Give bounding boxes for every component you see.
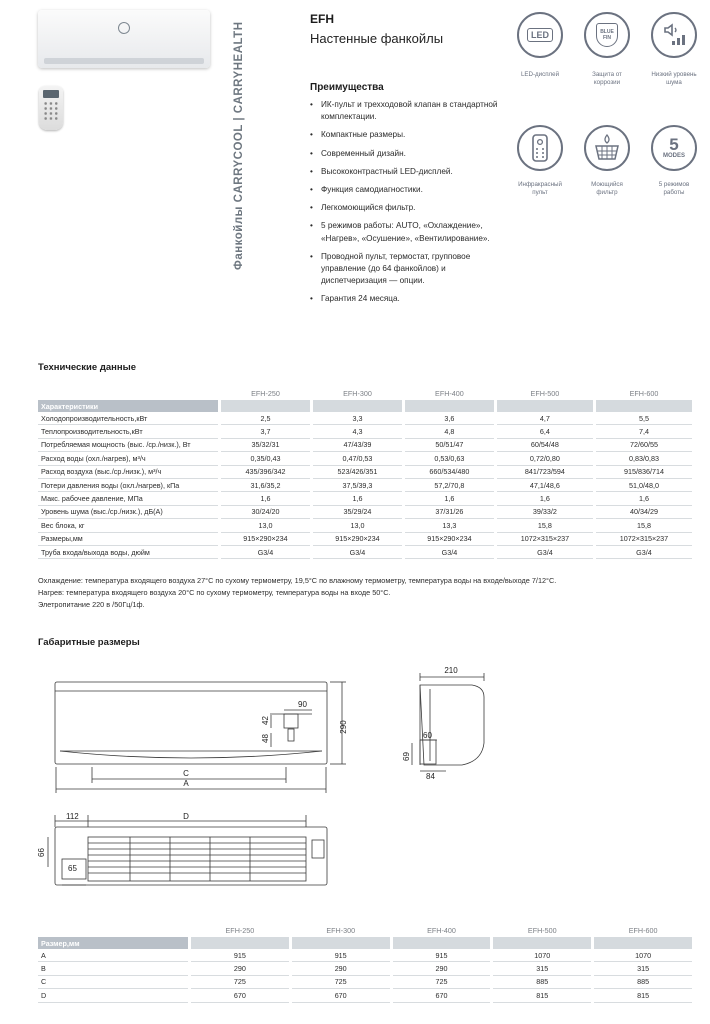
dim-header-blank: [292, 937, 390, 949]
advantage-item: • Гарантия 24 месяца.: [310, 293, 500, 305]
feature-label: 5 режимов работы: [658, 181, 690, 196]
dim-label-d: D: [183, 812, 189, 821]
vertical-category-title: Фанкойлы CARRYCOOL | CARRYHEALTH: [233, 21, 245, 270]
spec-row-label: Размеры,мм: [38, 533, 218, 546]
spec-row-value: G3/4: [497, 546, 593, 559]
spec-row-value: 1072×315×237: [497, 533, 593, 546]
dim-model-row: [38, 923, 692, 937]
dim-label-60: 60: [423, 731, 432, 740]
front-view-drawing: [55, 682, 346, 793]
model-header: EFH-600: [628, 925, 658, 935]
spec-row-value: 30/24/20: [221, 506, 310, 519]
spec-row-label: Расход воды (охл./нагрев), м³/ч: [38, 452, 218, 465]
spec-table: [35, 386, 695, 559]
spec-row-value: 1,6: [405, 492, 494, 505]
spec-row-label: Макс. рабочее давление, МПа: [38, 492, 218, 505]
ir-remote-icon: [517, 125, 563, 171]
spec-header-blank: [405, 400, 494, 412]
feature-low-noise: [639, 12, 709, 86]
spec-model-row: [38, 386, 692, 400]
dim-corner: [38, 923, 188, 937]
indoor-unit-image: [38, 10, 210, 68]
spec-row-value: 4,7: [497, 412, 593, 425]
spec-row-value: 2,5: [221, 412, 310, 425]
dim-row-label: B: [38, 962, 188, 975]
dim-header-blank: [393, 937, 491, 949]
spec-row-value: 523/426/351: [313, 466, 402, 479]
dim-header-row: [38, 937, 692, 949]
spec-row-value: 35/29/24: [313, 506, 402, 519]
dim-row-value: 1070: [493, 949, 591, 962]
dim-label-290: 290: [339, 720, 348, 734]
note-heating: Нагрев: температура входящего воздуха 20°C по сухому термометру, температура воды на входе 50°C.: [38, 588, 391, 597]
spec-row-value: G3/4: [313, 546, 402, 559]
spec-row-value: 39/33/2: [497, 506, 593, 519]
feature-ir-remote: [505, 125, 575, 196]
spec-row-value: 0,47/0,53: [313, 452, 402, 465]
spec-row-value: G3/4: [221, 546, 310, 559]
spec-row: [38, 425, 692, 438]
five-modes-icon: 5 MODES: [651, 125, 697, 171]
dim-label-66: 66: [37, 848, 46, 857]
spec-row-value: 3,3: [313, 412, 402, 425]
spec-row: [38, 412, 692, 425]
feature-washable-filter: [572, 125, 642, 196]
spec-row-value: 1,6: [313, 492, 402, 505]
led-display-icon: LED: [517, 12, 563, 58]
note-cooling: Охлаждение: температура входящего воздуха 27°C по сухому термометру, 19,5°C по влажному термометру, температура воды на входе/выходе 7/12°C.: [38, 576, 557, 585]
side-view-drawing: [412, 673, 484, 771]
spec-header-blank: [221, 400, 310, 412]
spec-row-value: 915×290×234: [221, 533, 310, 546]
dim-row-value: 670: [292, 989, 390, 1002]
spec-row-value: 37,5/39,3: [313, 479, 402, 492]
spec-row: [38, 439, 692, 452]
spec-notes: [38, 575, 556, 611]
dim-label-42: 42: [261, 716, 270, 725]
model-header: EFH-400: [435, 388, 464, 398]
model-header: EFH-250: [225, 925, 255, 935]
feature-blue-fin: [572, 12, 642, 86]
spec-row-value: 6,4: [497, 425, 593, 438]
model-header: EFH-300: [326, 925, 356, 935]
dimensions-table: [35, 923, 695, 1003]
spec-row-value: 15,8: [497, 519, 593, 532]
spec-row-value: 1,6: [221, 492, 310, 505]
spec-row-value: 435/396/342: [221, 466, 310, 479]
low-noise-icon: [651, 12, 697, 58]
dim-row: [38, 962, 692, 975]
spec-row-value: 0,35/0,43: [221, 452, 310, 465]
dim-row-value: 725: [393, 976, 491, 989]
spec-row-value: 13,3: [405, 519, 494, 532]
spec-row-label: Потребляемая мощность (выс. /ср./низк.), Вт: [38, 439, 218, 452]
dim-row-value: 290: [292, 962, 390, 975]
tech-data-title: Технические данные: [38, 362, 137, 373]
remote-screen: [43, 90, 59, 98]
feature-led: [505, 12, 575, 79]
dim-label-90: 90: [298, 700, 307, 709]
spec-row-value: 72/60/55: [596, 439, 692, 452]
spec-row-value: 4,8: [405, 425, 494, 438]
note-power: Элетропитание 220 в /50Гц/1ф.: [38, 600, 145, 609]
spec-row-value: 915/836/714: [596, 466, 692, 479]
dim-label-a: A: [183, 779, 189, 788]
spec-row-value: 4,3: [313, 425, 402, 438]
spec-row-value: 1072×315×237: [596, 533, 692, 546]
advantage-item: • Проводной пульт, термостат, групповое управление (до 64 фанкойлов) и диспетчеризация — опции.: [310, 251, 500, 288]
dim-label-112: 112: [66, 812, 79, 821]
spec-row-label: Теплопроизводительность,кВт: [38, 425, 218, 438]
advantage-item: • Высококонтрастный LED-дисплей.: [310, 166, 500, 178]
spec-row-value: 3,6: [405, 412, 494, 425]
dim-row: [38, 989, 692, 1002]
spec-row-label: Вес блока, кг: [38, 519, 218, 532]
dim-row-value: 815: [594, 989, 692, 1002]
washable-filter-icon: [584, 125, 630, 171]
dim-row-value: 670: [191, 989, 289, 1002]
spec-header-row: [38, 400, 692, 412]
spec-row-value: 660/534/480: [405, 466, 494, 479]
spec-row: [38, 479, 692, 492]
dim-row-value: 670: [393, 989, 491, 1002]
spec-row-value: 915×290×234: [313, 533, 402, 546]
spec-row-value: 37/31/26: [405, 506, 494, 519]
spec-row-value: 50/51/47: [405, 439, 494, 452]
dim-row-value: 315: [594, 962, 692, 975]
advantage-item: • Компактные размеры.: [310, 129, 500, 141]
dim-row-value: 885: [594, 976, 692, 989]
spec-row-value: 60/54/48: [497, 439, 593, 452]
spec-row: [38, 546, 692, 559]
dim-row: [38, 949, 692, 962]
feature-label: Низкий уровень шума: [651, 71, 697, 86]
blue-fin-icon: BLUE FIN: [584, 12, 630, 58]
advantage-item: • ИК-пульт и трехходовой клапан в стандартной комплектации.: [310, 99, 500, 123]
dim-label-210: 210: [444, 666, 458, 675]
dim-label-48: 48: [261, 734, 270, 743]
spec-row-value: 915×290×234: [405, 533, 494, 546]
spec-row: [38, 506, 692, 519]
dim-row-value: 315: [493, 962, 591, 975]
dimension-drawings: [0, 655, 710, 925]
dim-label-69: 69: [402, 752, 411, 761]
feature-label: LED-дисплей: [520, 71, 560, 78]
spec-row-label: Расход воздуха (выс./ср./низк.), м³/ч: [38, 466, 218, 479]
model-title: EFH: [310, 12, 334, 26]
remote-keys: [43, 101, 59, 121]
spec-body: [38, 412, 692, 559]
spec-header-blank: [313, 400, 402, 412]
feature-label: Инфракрасный пульт: [518, 181, 562, 196]
spec-row-value: 13,0: [313, 519, 402, 532]
spec-header-label: Характеристики: [38, 400, 218, 412]
dim-row-value: 815: [493, 989, 591, 1002]
spec-row-label: Потери давления воды (охл./нагрев), кПа: [38, 479, 218, 492]
advantage-item: • Легкомоющийся фильтр.: [310, 202, 500, 214]
dim-row-value: 290: [393, 962, 491, 975]
dim-label-84: 84: [426, 772, 435, 781]
dim-label-c: C: [183, 769, 189, 778]
dim-row-value: 1070: [594, 949, 692, 962]
spec-row-value: G3/4: [596, 546, 692, 559]
bottom-view-drawing: [48, 815, 327, 885]
dim-row-value: 915: [292, 949, 390, 962]
dim-row: [38, 976, 692, 989]
spec-row-value: 51,0/48,0: [596, 479, 692, 492]
dim-label-65: 65: [68, 864, 77, 873]
spec-corner: [38, 386, 218, 400]
spec-row-value: 1,6: [596, 492, 692, 505]
model-header: EFH-600: [629, 388, 659, 398]
dim-row-value: 915: [393, 949, 491, 962]
spec-row-value: 7,4: [596, 425, 692, 438]
advantage-item: • Современный дизайн.: [310, 148, 500, 160]
feature-label: Защита от коррозии: [592, 71, 622, 86]
spec-header-blank: [596, 400, 692, 412]
dim-header-blank: [493, 937, 591, 949]
spec-header-blank: [497, 400, 593, 412]
feature-label: Моющийся фильтр: [591, 181, 623, 196]
spec-row-value: 5,5: [596, 412, 692, 425]
spec-row: [38, 492, 692, 505]
dim-row-value: 885: [493, 976, 591, 989]
model-header: EFH-400: [427, 925, 456, 935]
feature-five-modes: [639, 125, 709, 196]
spec-row-value: 57,2/70,8: [405, 479, 494, 492]
dim-header-blank: [191, 937, 289, 949]
advantages-title: Преимущества: [310, 82, 384, 93]
spec-row-value: 0,83/0,83: [596, 452, 692, 465]
spec-row-value: 40/34/29: [596, 506, 692, 519]
spec-row-value: 31,6/35,2: [221, 479, 310, 492]
advantage-item: • Функция самодиагностики.: [310, 184, 500, 196]
dim-row-value: 725: [292, 976, 390, 989]
spec-row-value: 15,8: [596, 519, 692, 532]
advantages-list: [310, 99, 500, 312]
spec-row-value: G3/4: [405, 546, 494, 559]
remote-control-image: [39, 86, 63, 130]
spec-row: [38, 452, 692, 465]
spec-row: [38, 533, 692, 546]
brand-logo-icon: [118, 22, 130, 34]
dim-row-value: 290: [191, 962, 289, 975]
dim-body: [38, 949, 692, 1003]
spec-row-value: 35/32/31: [221, 439, 310, 452]
spec-row-value: 3,7: [221, 425, 310, 438]
advantage-item: • 5 режимов работы: AUTO, «Охлаждение», «Нагрев», «Осушение», «Вентилирование».: [310, 220, 500, 244]
dim-row-value: 915: [191, 949, 289, 962]
spec-row-value: 841/723/594: [497, 466, 593, 479]
spec-row-value: 0,72/0,80: [497, 452, 593, 465]
spec-row-label: Холодопроизводительность,кВт: [38, 412, 218, 425]
dim-header-blank: [594, 937, 692, 949]
spec-row: [38, 519, 692, 532]
model-header: EFH-500: [527, 925, 557, 935]
dim-row-value: 725: [191, 976, 289, 989]
dim-row-label: D: [38, 989, 188, 1002]
spec-row-value: 47,1/48,6: [497, 479, 593, 492]
spec-row-label: Уровень шума (выс./ср./низк.), дБ(А): [38, 506, 218, 519]
dim-header-label: Размер,мм: [38, 937, 188, 949]
dim-row-label: C: [38, 976, 188, 989]
spec-row-value: 47/43/39: [313, 439, 402, 452]
model-header: EFH-250: [251, 388, 280, 398]
unit-grille: [44, 58, 204, 64]
spec-row-value: 1,6: [497, 492, 593, 505]
model-header: EFH-300: [343, 388, 372, 398]
product-subtitle: Настенные фанкойлы: [310, 31, 444, 46]
spec-row-value: 13,0: [221, 519, 310, 532]
spec-row: [38, 466, 692, 479]
spec-row-value: 0,53/0,63: [405, 452, 494, 465]
dim-row-label: A: [38, 949, 188, 962]
spec-row-label: Труба входа/выхода воды, дюйм: [38, 546, 218, 559]
model-header: EFH-500: [530, 388, 560, 398]
dimensions-title: Габаритные размеры: [38, 637, 140, 648]
